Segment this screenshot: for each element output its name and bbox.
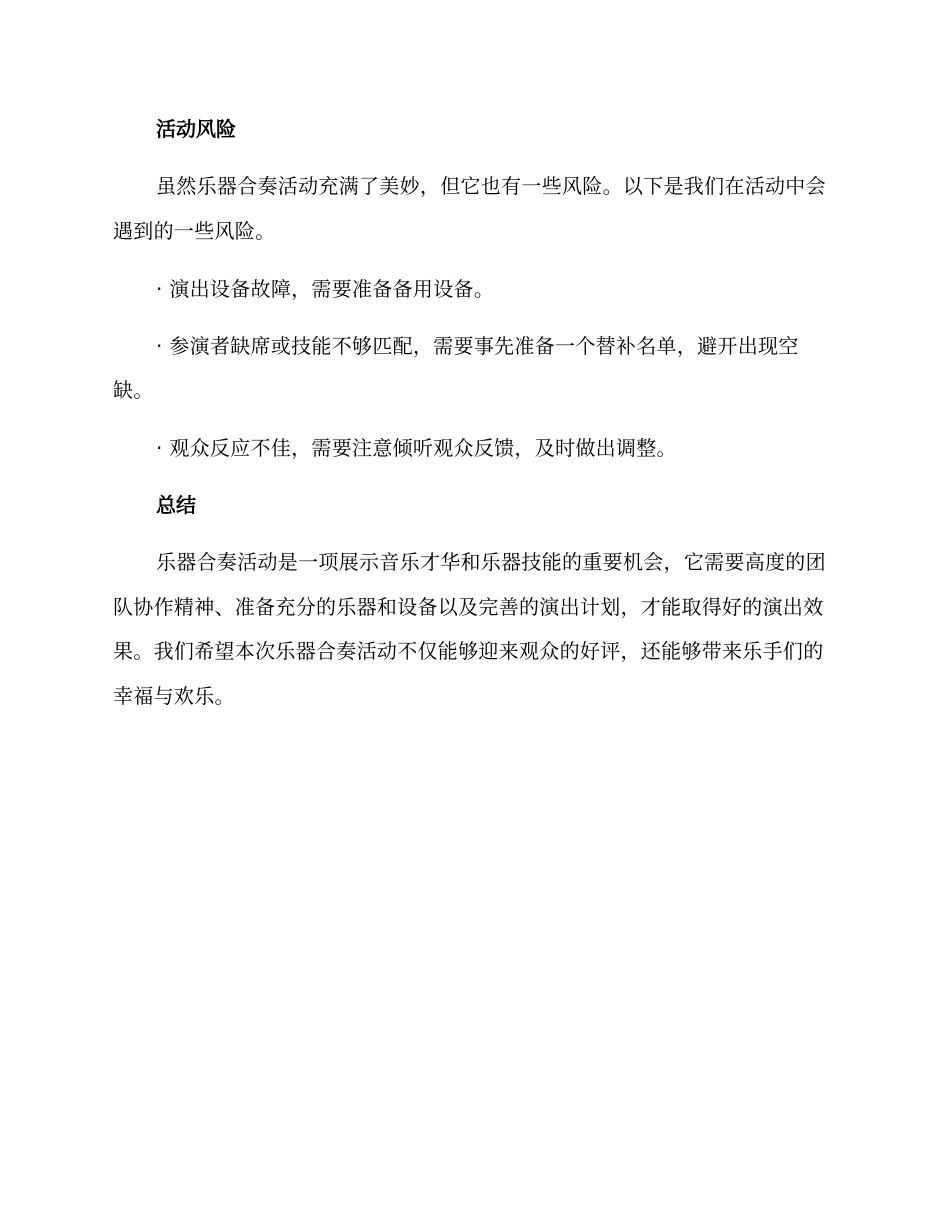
- risk-bullet-item: · 观众反应不佳，需要注意倾听观众反馈，及时做出调整。: [156, 436, 677, 460]
- section-heading-risk: 活动风险: [156, 117, 236, 141]
- risk-intro-paragraph: 虽然乐器合奏活动充满了美妙，但它也有一些风险。以下是我们在活动中会遇到的一些风险。: [113, 174, 826, 243]
- risk-bullet-item: · 演出设备故障，需要准备备用设备。: [156, 277, 495, 301]
- section-heading-summary: 总结: [156, 493, 196, 517]
- summary-paragraph: 乐器合奏活动是一项展示音乐才华和乐器技能的重要机会，它需要高度的团队协作精神、准备充分的乐器和设备以及完善的演出计划，才能取得好的演出效果。我们希望本次乐器合奏活动不仅能够迎来观众的好评，还能够带来乐手们的幸福与欢乐。: [113, 550, 826, 709]
- risk-bullet-item: · 参演者缺席或技能不够匹配，需要事先准备一个替补名单，避开出现空缺。: [113, 334, 799, 402]
